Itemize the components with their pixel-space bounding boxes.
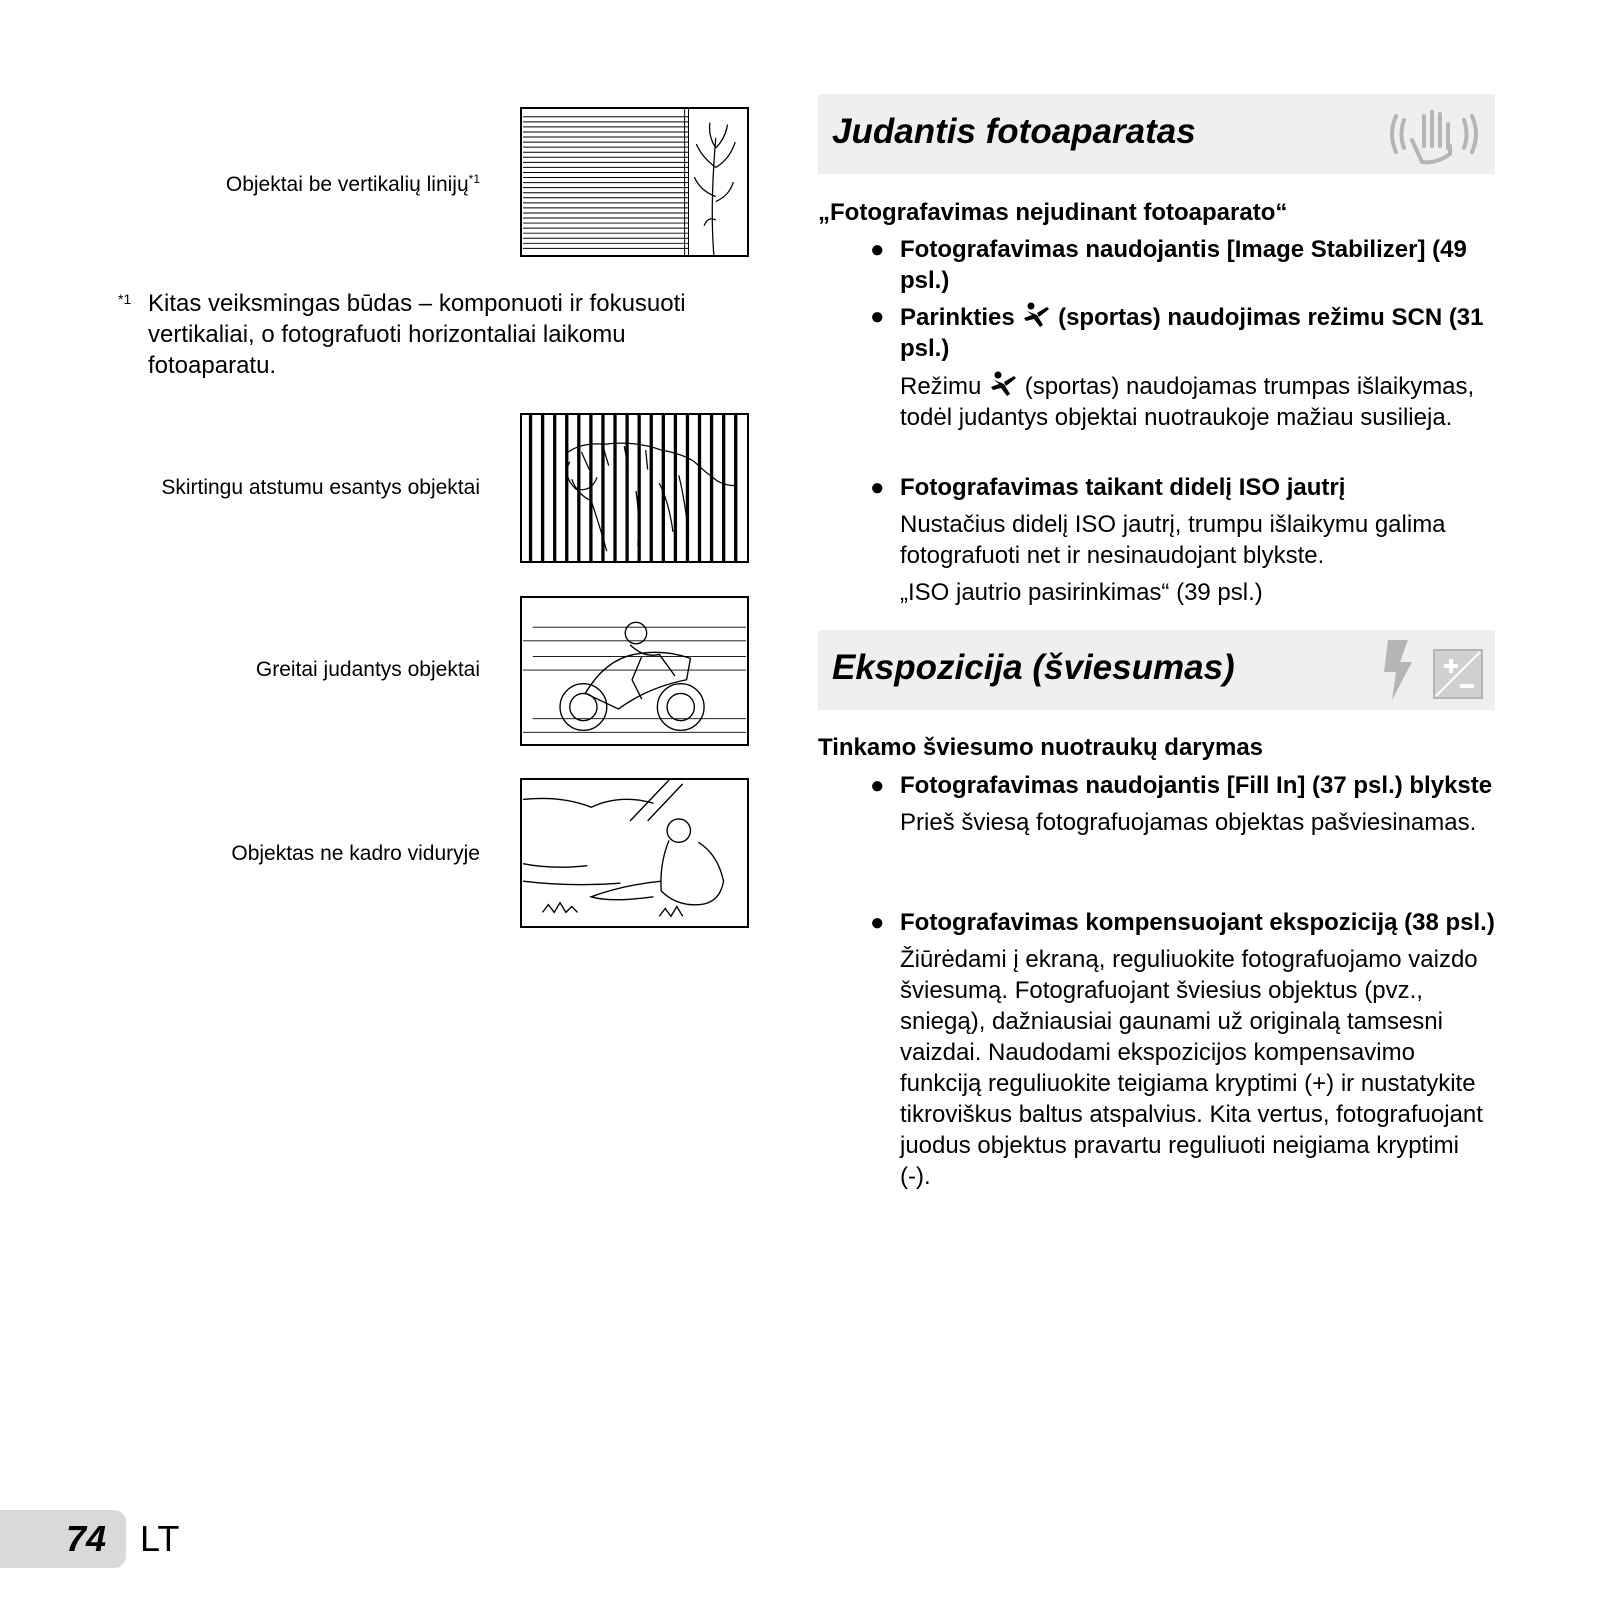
item-body: Režimu (sportas) naudojamas trumpas išlaikymas, todėl judantys objektai nuotraukoje mažiau susilieja.	[900, 370, 1495, 433]
camera-shake-hand-icon	[1384, 102, 1484, 171]
item-heading: Fotografavimas naudojantis [Fill In] (37 psl.) blykste	[900, 772, 1493, 799]
bullet: ●	[870, 303, 885, 330]
item-body: Nustačius didelį ISO jautrį, trumpu išlaikymu galima fotografuoti net ir nesinaudojant blykste.	[900, 511, 1446, 569]
item-heading: Fotografavimas naudojantis [Image Stabilizer] (49 psl.)	[900, 236, 1467, 294]
list-item	[870, 907, 1495, 1192]
tiger-behind-bars-illustration	[520, 413, 749, 563]
blinds-with-plant-illustration	[520, 107, 749, 257]
section-title: Judantis fotoaparatas	[832, 112, 1196, 151]
subtitle-no-shake: „Fotografavimas nejudinant fotoaparato“	[818, 199, 1288, 226]
caption-off-center: Objektas ne kadro viduryje	[231, 842, 480, 865]
motorcyclist-illustration	[520, 596, 749, 746]
footnote-text: Kitas veiksmingas būdas – komponuoti ir fokusuoti vertikaliai, o fotografuoti horizontaliai laikomu fotoaparatu.	[148, 290, 686, 379]
section-title: Ekspozicija (šviesumas)	[832, 648, 1235, 687]
footnote	[118, 288, 758, 381]
list-item	[870, 770, 1495, 838]
page-number-tab	[0, 1510, 126, 1568]
flash-and-exposure-compensation-icon	[1378, 638, 1488, 709]
list-item	[870, 301, 1495, 433]
caption-fast-moving: Greitai judantys objektai	[255, 658, 480, 681]
item-heading: Fotografavimas kompensuojant ekspoziciją (38 psl.)	[900, 909, 1495, 936]
item-heading: Fotografavimas taikant didelį ISO jautrį	[900, 474, 1346, 501]
item-body: Žiūrėdami į ekraną, reguliuokite fotografuojamo vaizdo šviesumą. Fotografuojant šviesius objektus (pvz., sniegą), dažniausiai gaunami už originalą tamsesni vaizdai. Naudodami ekspozicijos kompensavimo funkciją reguliuokite teigiama kryptimi (+) ir nustatykite tikroviškus baltus atspalvius. Kita vertus, fotografuojant juodus objektus pravartu reguliuoti neigiama kryptimi (-).	[900, 946, 1483, 1190]
section-header-camera-shake	[818, 94, 1495, 174]
page-language: LT	[140, 1518, 180, 1559]
bullet: ●	[870, 474, 885, 501]
bullet: ●	[870, 909, 885, 936]
woman-sitting-by-lake-illustration	[520, 778, 749, 928]
bullet: ●	[870, 772, 885, 799]
item-reference: „ISO jautrio pasirinkimas“ (39 psl.)	[900, 579, 1263, 606]
sport-mode-icon	[1021, 301, 1051, 329]
list-item	[870, 234, 1495, 296]
bullet: ●	[870, 236, 885, 263]
list-item	[870, 472, 1495, 608]
caption-different-distances: Skirtingu atstumu esantys objektai	[161, 476, 480, 499]
sport-mode-icon	[988, 370, 1018, 398]
section-header-exposure	[818, 630, 1495, 710]
item-body: Prieš šviesą fotografuojamas objektas pašviesinamas.	[900, 809, 1477, 836]
item-heading: Parinkties (sportas) naudojimas režimu SCN (31 psl.)	[900, 301, 1495, 364]
subtitle-proper-brightness: Tinkamo šviesumo nuotraukų darymas	[818, 734, 1264, 761]
footnote-mark: *1	[118, 291, 132, 307]
caption-no-vertical-lines: Objektai be vertikalių linijų$^{*1}$	[225, 172, 480, 196]
page-number: 74	[66, 1518, 107, 1559]
